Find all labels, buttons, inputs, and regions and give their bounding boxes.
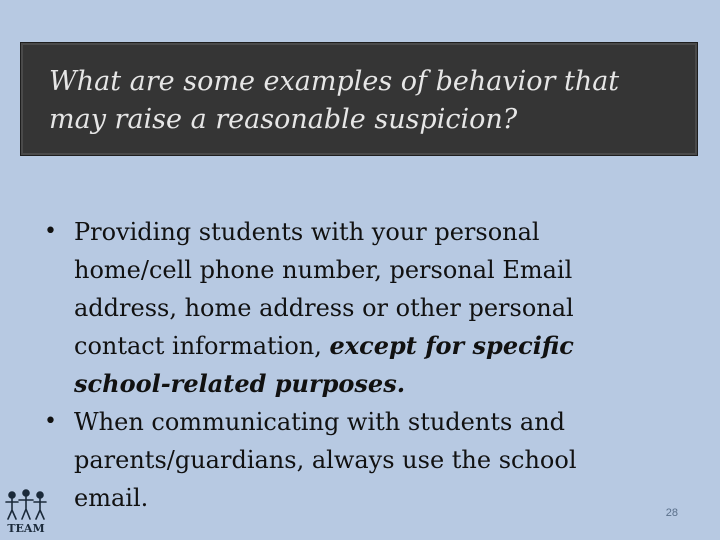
bullet-marker: • <box>44 409 57 434</box>
bullet-marker: • <box>44 219 57 244</box>
slide-title: What are some examples of behavior that may raise a reasonable suspicion? <box>49 66 620 135</box>
bullet-emphasis: except for specific school-related purposes. <box>74 331 574 398</box>
logo-text: TEAM <box>7 522 45 535</box>
bullet-item <box>44 213 644 403</box>
bullet-item <box>44 403 644 517</box>
title-box <box>20 42 698 156</box>
bullet-list <box>44 213 644 517</box>
bullet-text: When communicating with students and parents/guardians, always use the school email. <box>74 408 577 512</box>
page-number: 28 <box>665 507 678 519</box>
bullet-text: Providing students with your personal home/cell phone number, personal Email address, home address or other personal contact information, <box>74 218 574 360</box>
